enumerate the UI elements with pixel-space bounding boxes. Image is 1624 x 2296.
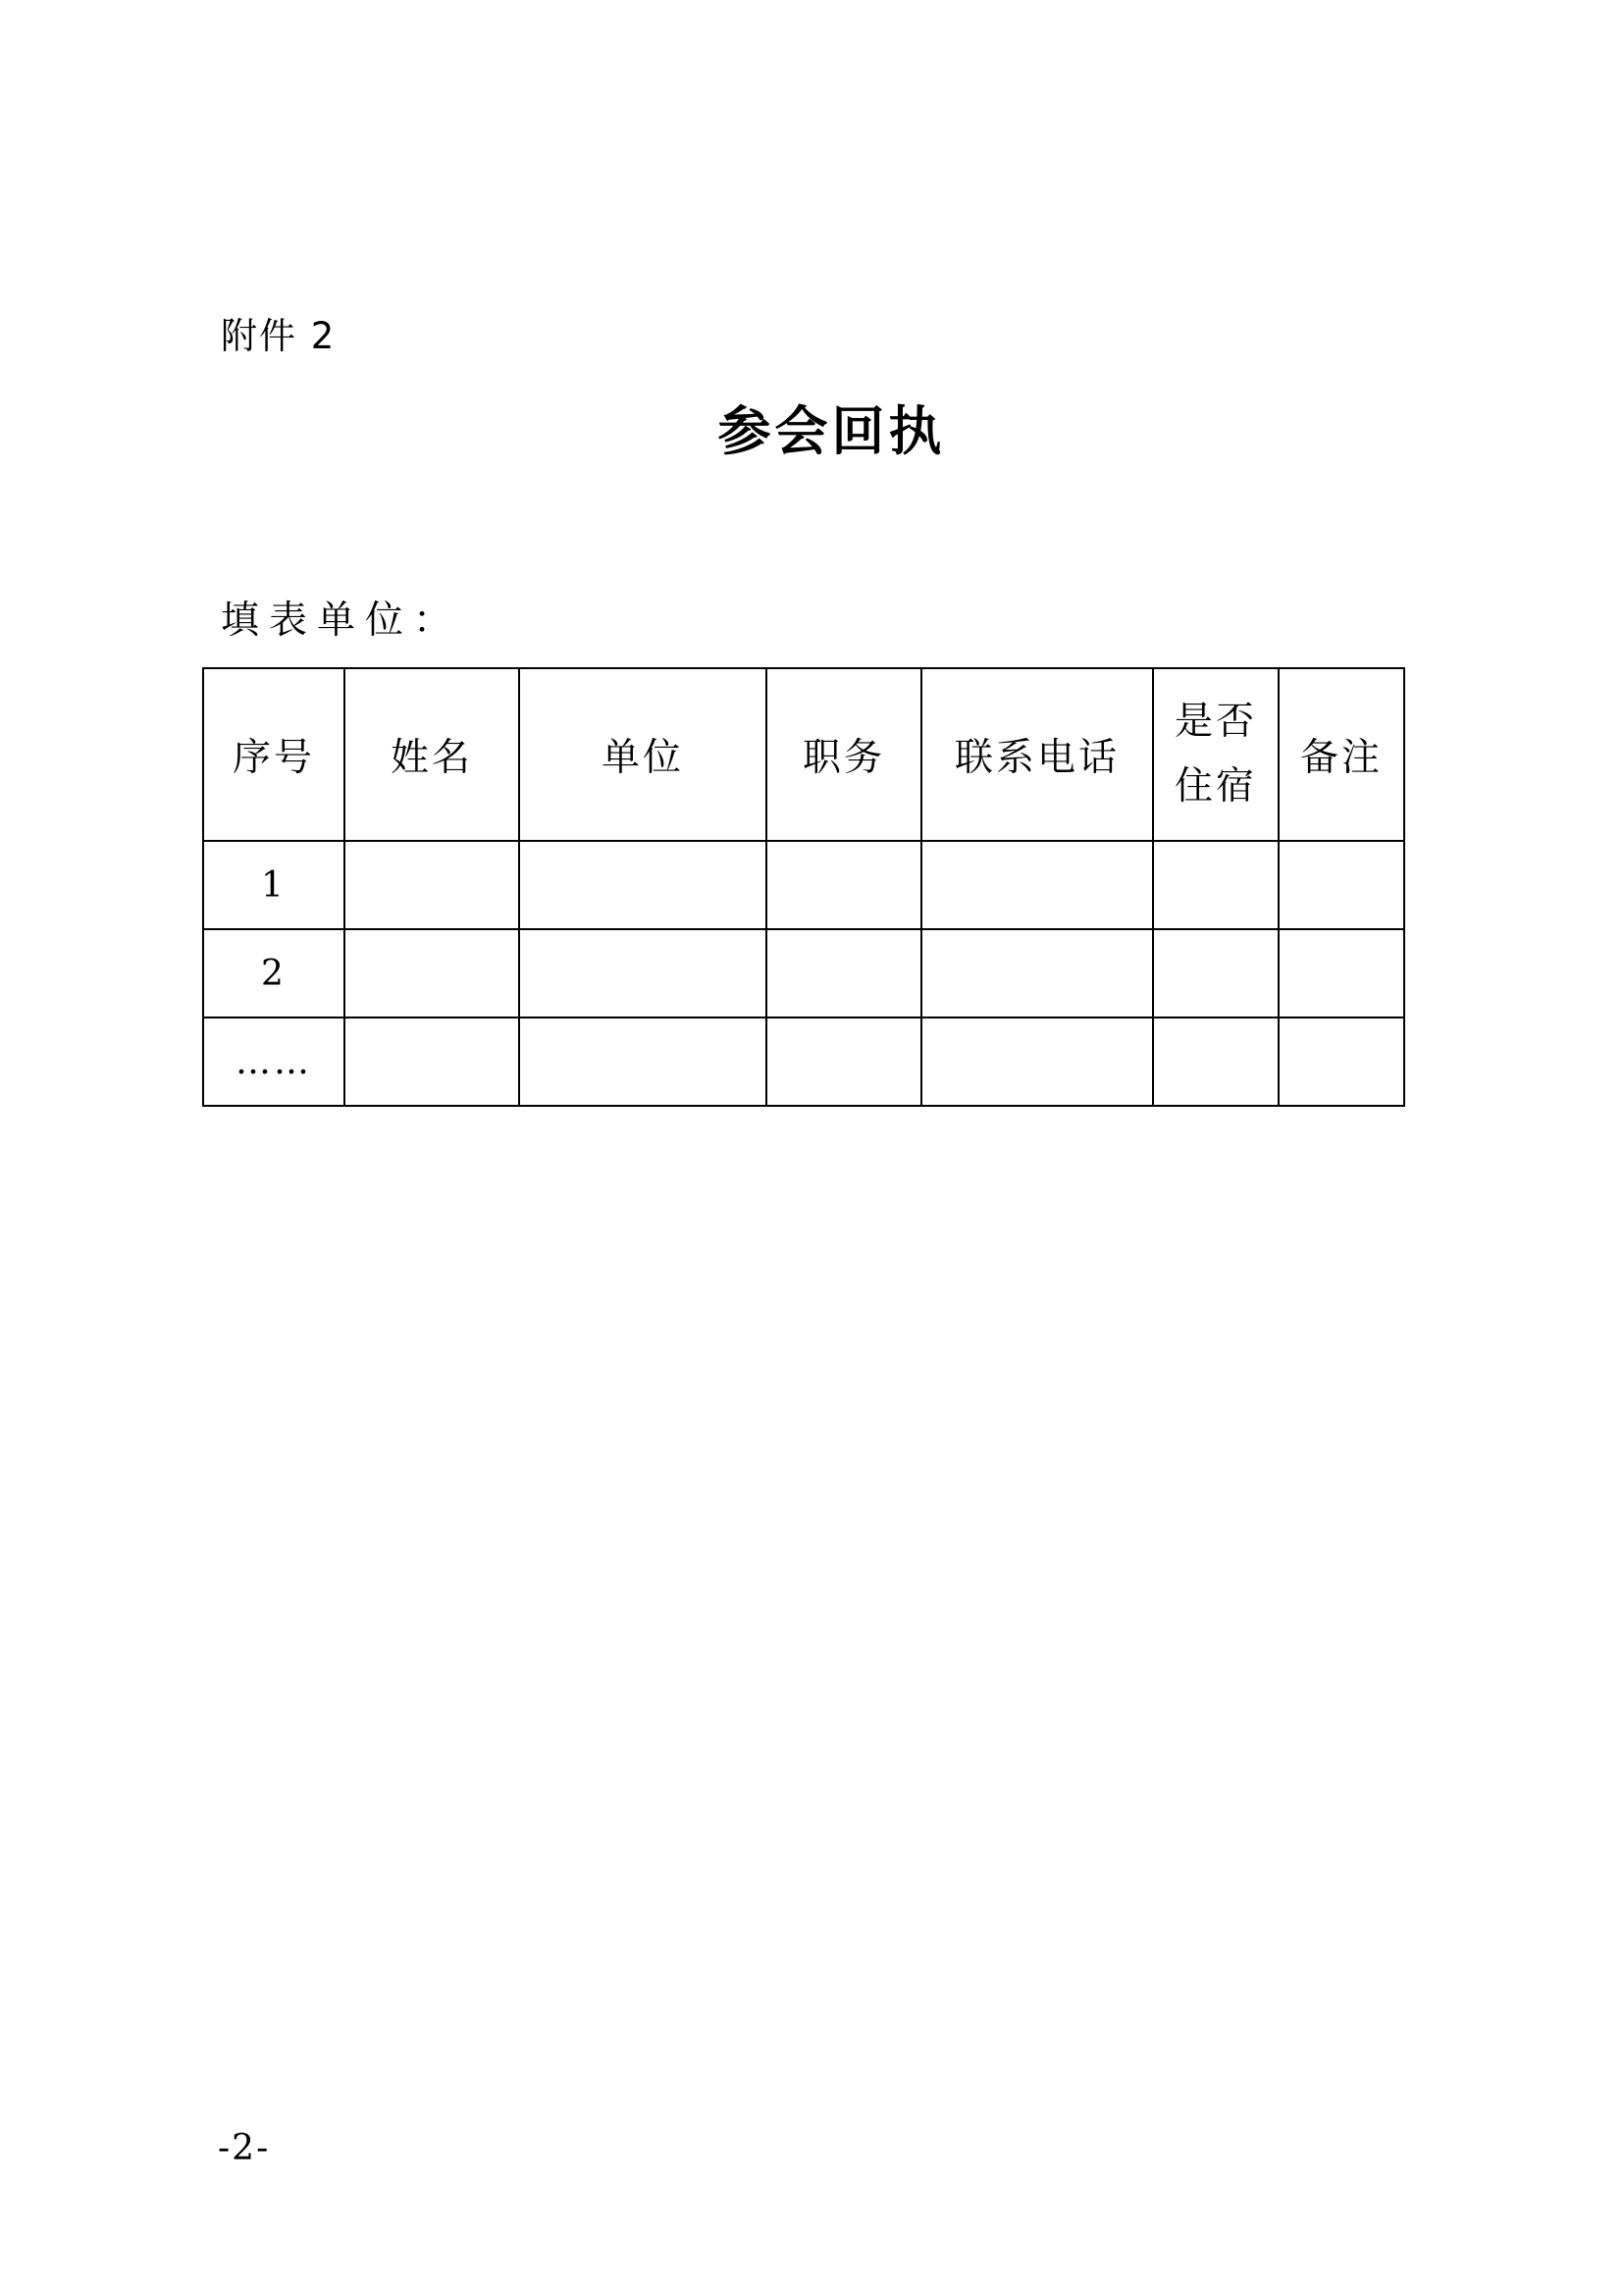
row-accommodation-cell[interactable] (1153, 929, 1279, 1018)
row-remarks-cell[interactable] (1279, 1018, 1404, 1106)
row-accommodation-cell[interactable] (1153, 841, 1279, 929)
row-remarks-cell[interactable] (1279, 929, 1404, 1018)
header-name: 姓名 (344, 668, 519, 841)
row-unit-cell[interactable] (519, 841, 766, 929)
header-accommodation-line2: 住宿 (1174, 764, 1257, 809)
table-header-row (203, 668, 1404, 841)
row-accommodation-cell[interactable] (1153, 1018, 1279, 1106)
row-remarks-cell[interactable] (1279, 841, 1404, 929)
header-phone: 联系电话 (921, 668, 1153, 841)
row-position-cell[interactable] (766, 929, 921, 1018)
header-accommodation-line1: 是否 (1174, 700, 1257, 744)
header-position: 职务 (766, 668, 921, 841)
row-position-cell[interactable] (766, 1018, 921, 1106)
document-title: 参会回执 (717, 400, 946, 462)
row-phone-cell[interactable] (921, 841, 1153, 929)
attendance-receipt-table (202, 667, 1405, 1107)
table-row (203, 841, 1404, 929)
header-remarks: 备注 (1279, 668, 1404, 841)
row-seq-cell: …… (203, 1018, 344, 1106)
fill-unit-label: 填表单位： (221, 599, 462, 643)
attachment-label: 附件 2 (221, 315, 337, 357)
row-name-cell[interactable] (344, 841, 519, 929)
row-unit-cell[interactable] (519, 929, 766, 1018)
row-phone-cell[interactable] (921, 929, 1153, 1018)
page-number: -2- (218, 2128, 271, 2168)
row-seq-cell: 1 (203, 841, 344, 929)
row-phone-cell[interactable] (921, 1018, 1153, 1106)
row-name-cell[interactable] (344, 929, 519, 1018)
row-unit-cell[interactable] (519, 1018, 766, 1106)
header-unit: 单位 (519, 668, 766, 841)
row-seq-cell: 2 (203, 929, 344, 1018)
row-position-cell[interactable] (766, 841, 921, 929)
table-row (203, 1018, 1404, 1106)
header-seq: 序号 (203, 668, 344, 841)
table-row (203, 929, 1404, 1018)
header-accommodation (1153, 668, 1279, 841)
row-name-cell[interactable] (344, 1018, 519, 1106)
